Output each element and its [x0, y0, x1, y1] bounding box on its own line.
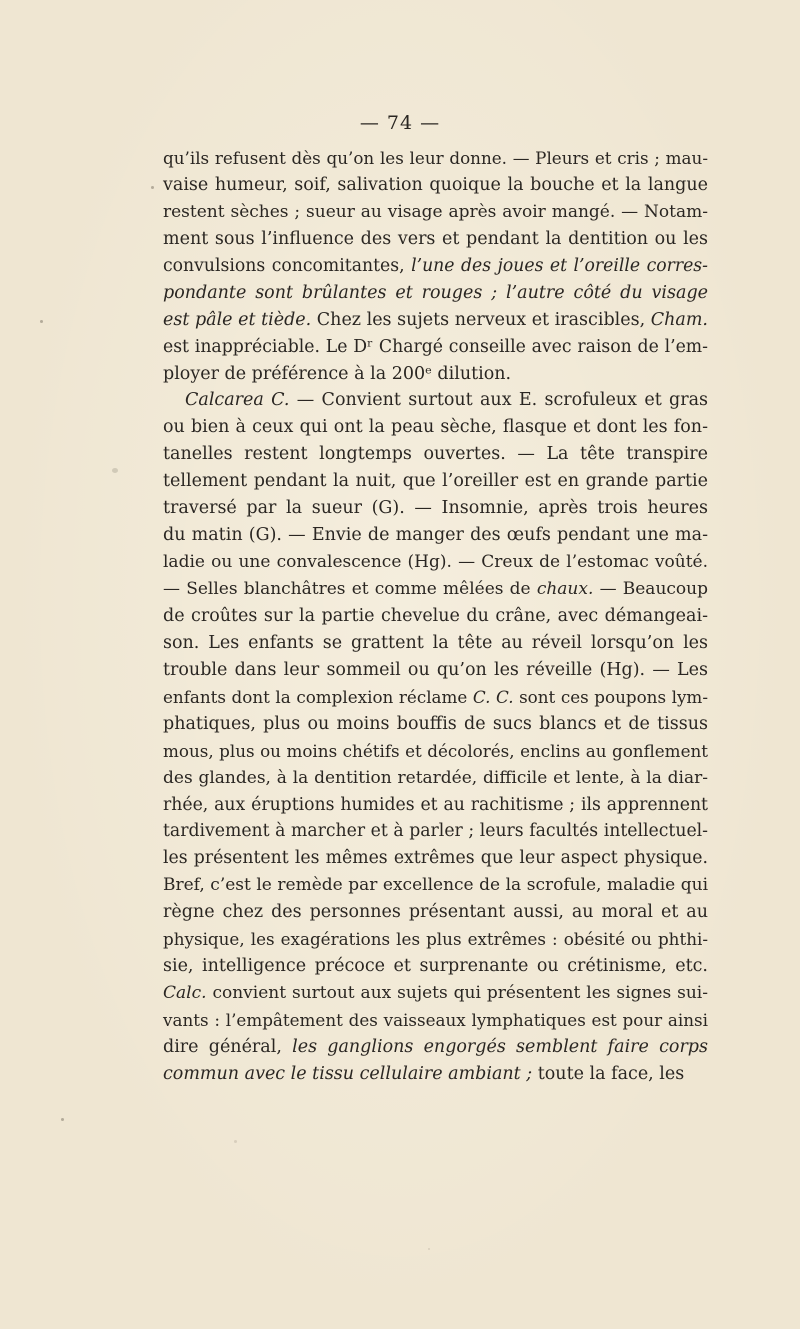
text-line [163, 441, 708, 468]
text-line [163, 845, 708, 872]
text-line [163, 387, 708, 414]
paper-speck [428, 1248, 430, 1250]
italic-text: Calc. [163, 983, 207, 1004]
text-run: de croûtes sur la partie chevelue du crâne, avec démangeai- [163, 605, 708, 626]
text-line [163, 253, 708, 280]
italic-text: commun avec le tissu cellulaire ambiant ; [163, 1063, 533, 1084]
text-run: tardivement à marcher et à parler ; leurs facultés intellectuel- [163, 821, 708, 842]
text-line [163, 1034, 708, 1061]
text-line [163, 414, 708, 441]
text-run: Chez les sujets nerveux et irascibles, [311, 309, 651, 330]
text-line [163, 199, 708, 226]
paper-speck [61, 1118, 64, 1121]
text-run: phatiques, plus ou moins bouffis de sucs blancs et de tissus [163, 713, 708, 734]
text-run: ladie ou une convalescence (Hg). — Creux de l’estomac voûté. [163, 552, 708, 573]
text-line [163, 657, 708, 684]
text-run: sont ces poupons lym- [513, 686, 708, 707]
text-line [163, 711, 708, 738]
paper-speck [151, 186, 154, 189]
text-run: convulsions concomitantes, [163, 255, 412, 276]
text-line [163, 226, 708, 253]
text-run: tellement pendant la nuit, que l’oreiller est en grande partie [163, 471, 708, 492]
italic-text: Calcarea C. [185, 390, 290, 411]
text-run: ployer de préférence à la 200ᵉ dilution. [163, 363, 512, 384]
text-run: ou bien à ceux qui ont la peau sèche, flasque et dont les fon- [163, 417, 708, 438]
text-line [163, 603, 708, 630]
text-line [163, 361, 708, 388]
text-run: rhée, aux éruptions humides et au rachitisme ; ils apprennent [163, 794, 708, 815]
text-line [163, 576, 708, 603]
text-run: mous, plus ou moins chétifs et décolorés, enclins au gonflement [163, 740, 708, 761]
italic-text: est pâle et tiède. [163, 309, 312, 330]
text-line [163, 899, 708, 926]
text-run: tanelles restent longtemps ouvertes. — La tête transpire [163, 444, 708, 465]
text-run: traversé par la sueur (G). — Insomnie, après trois heures [163, 498, 708, 519]
italic-text: pondante sont brûlantes et rouges ; l’autre côté du visage [163, 282, 708, 303]
italic-text: les ganglions engorgés semblent faire corps [292, 1036, 708, 1057]
text-run: trouble dans leur sommeil ou qu’on les réveille (Hg). — Les [163, 659, 708, 680]
text-line [163, 818, 708, 845]
text-run: — Beaucoup [593, 579, 708, 599]
text-run: ment sous l’influence des vers et pendant la dentition ou les [163, 228, 708, 249]
text-line [163, 738, 708, 765]
text-line [163, 926, 708, 953]
text-run: — Convient surtout aux E. scrofuleux et gras [289, 390, 709, 411]
text-line [163, 307, 708, 334]
text-line [163, 522, 708, 549]
text-line [163, 280, 708, 307]
text-run: est inappréciable. Le Dʳ Chargé conseille avec raison de l’em- [163, 336, 708, 357]
italic-text: Cham. [650, 309, 708, 330]
text-line [163, 145, 708, 172]
text-run: vaise humeur, soif, salivation quoique la bouche et la langue [163, 174, 708, 195]
text-run: Bref, c’est le remède par excellence de la scrofule, maladie qui [163, 875, 708, 896]
text-line [163, 684, 708, 711]
text-run: des glandes, à la dentition retardée, difficile et lente, à la diar- [163, 767, 708, 788]
text-run: son. Les enfants se grattent la tête au réveil lorsqu’on les [163, 632, 708, 653]
italic-text: l’une des joues et l’oreille corres- [411, 255, 708, 276]
text-line [163, 495, 708, 522]
text-run: toute la face, les [532, 1063, 685, 1084]
text-run: restent sèches ; sueur au visage après avoir mangé. — Notam- [163, 201, 708, 222]
text-run: convient surtout aux sujets qui présentent les signes sui- [206, 983, 708, 1004]
text-run: règne chez des personnes présentant aussi, au moral et au [163, 902, 708, 923]
page-number: — 74 — [359, 112, 441, 134]
text-run: — Selles blanchâtres et comme mêlées de [163, 579, 537, 599]
text-line [163, 630, 708, 657]
paper-speck [40, 320, 43, 323]
text-line [163, 549, 708, 576]
italic-text: C. C. [472, 686, 514, 707]
text-line [163, 468, 708, 495]
text-run: dire général, [163, 1036, 293, 1057]
paper-speck [112, 468, 118, 473]
text-line [163, 953, 708, 980]
body-text [163, 145, 708, 1088]
text-run: sie, intelligence précoce et surprenante ou crétinisme, etc. [163, 956, 708, 977]
text-line [163, 765, 708, 792]
text-line [163, 1061, 708, 1088]
text-line [163, 334, 708, 361]
text-run: enfants dont la complexion réclame [163, 686, 473, 707]
text-run: qu’ils refusent dès qu’on les leur donne. — Pleurs et cris ; mau- [163, 148, 708, 168]
text-run: les présentent les mêmes extrêmes que leur aspect physique. [163, 848, 708, 869]
text-line [163, 1007, 708, 1034]
paper-speck [234, 1140, 237, 1143]
italic-text: chaux. [536, 579, 594, 599]
text-run: physique, les exagérations les plus extrêmes : obésité ou phthi- [163, 929, 708, 950]
text-line [163, 980, 708, 1007]
text-line [163, 872, 708, 899]
text-run: du matin (G). — Envie de manger des œufs pendant une ma- [163, 525, 708, 546]
text-line [163, 172, 708, 199]
text-run: vants : l’empâtement des vaisseaux lymphatiques est pour ainsi [163, 1010, 708, 1030]
text-line [163, 792, 708, 819]
